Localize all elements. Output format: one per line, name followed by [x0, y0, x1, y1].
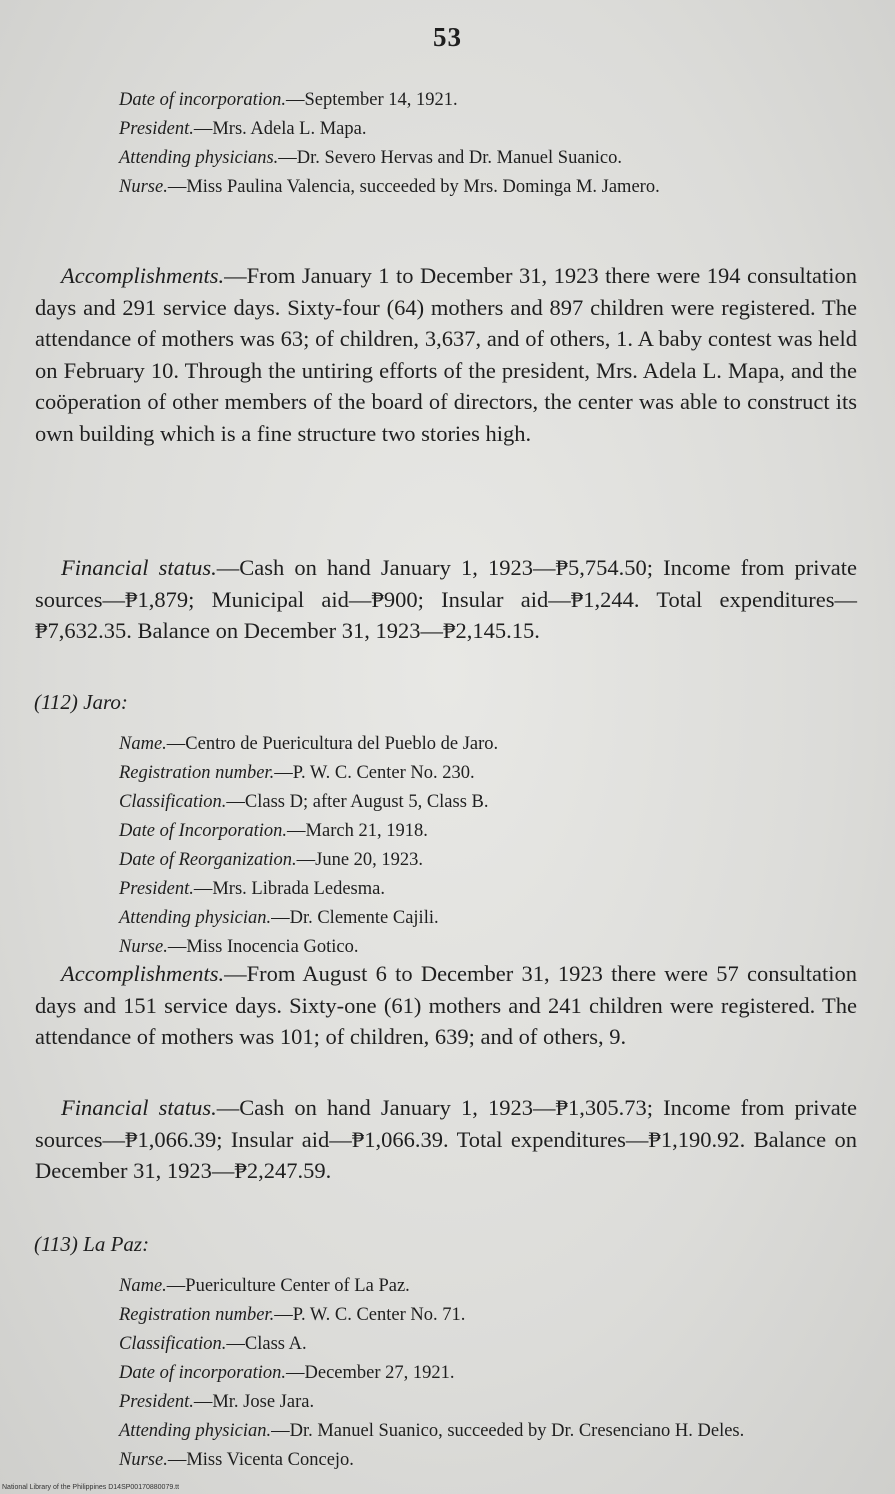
entry-value: —Mrs. Adela L. Mapa.	[193, 119, 367, 139]
entry-label: Name.	[119, 734, 167, 754]
entry-value: —Dr. Manuel Suanico, succeeded by Dr. Cresenciano H. Deles.	[271, 1421, 745, 1441]
entry-label: Registration number.	[119, 1305, 275, 1325]
entry-label: Date of Reorganization.	[119, 850, 297, 870]
entry-list-3	[119, 1272, 861, 1475]
entry-attending-physicians	[119, 144, 861, 173]
paragraph-label: Accomplishments.	[61, 961, 225, 986]
paragraph-label: Financial status.	[61, 555, 217, 580]
entry-value: —P. W. C. Center No. 71.	[274, 1305, 466, 1325]
accomplishments-paragraph-2	[35, 958, 857, 1053]
entry-date-of-reorganization	[119, 846, 861, 875]
entry-president	[119, 1388, 861, 1417]
entry-value: —Miss Vicenta Concejo.	[167, 1450, 354, 1470]
paragraph-text: —Cash on hand January 1, 1923—₱1,305.73; Income from private sources—₱1,066.39; Insular aid—₱1,066.39. Total expenditures—₱1,190.92. Balance on December 31, 1923—₱2,247.59.	[35, 1095, 857, 1184]
entry-classification	[119, 788, 861, 817]
entry-label: President.	[119, 879, 194, 899]
entry-list-2	[119, 730, 861, 962]
entry-president	[119, 115, 861, 144]
entry-value: —September 14, 1921.	[286, 90, 458, 110]
entry-date-of-incorporation	[119, 817, 861, 846]
entry-value: —Dr. Clemente Cajili.	[271, 908, 439, 928]
entry-label: Name.	[119, 1276, 167, 1296]
entry-value: —Miss Inocencia Gotico.	[167, 937, 359, 957]
entry-value: —Mr. Jose Jara.	[193, 1392, 315, 1412]
paragraph-text: —From August 6 to December 31, 1923 there were 57 consultation days and 151 service days. Sixty-one (61) mothers and 241 children were registered. The attendance of mothers was 101; of children, 639; and of others, 9.	[35, 961, 857, 1050]
entry-label: Nurse.	[119, 937, 168, 957]
entry-value: —March 21, 1918.	[287, 821, 428, 841]
entry-classification	[119, 1330, 861, 1359]
entry-president	[119, 875, 861, 904]
paragraph-text: —Cash on hand January 1, 1923—₱5,754.50; Income from private sources—₱1,879; Municipal aid—₱900; Insular aid—₱1,244. Total expenditures—₱7,632.35. Balance on December 31, 1923—₱2,145.15.	[35, 555, 857, 644]
entry-label: Date of incorporation.	[119, 1363, 287, 1383]
paragraph-label: Financial status.	[61, 1095, 217, 1120]
entry-attending-physician	[119, 904, 861, 933]
entry-value: —Miss Paulina Valencia, succeeded by Mrs. Dominga M. Jamero.	[167, 177, 660, 197]
accomplishments-paragraph-1	[35, 260, 857, 450]
section-heading-la-paz: (113) La Paz:	[34, 1232, 150, 1256]
entry-date-of-incorporation	[119, 1359, 861, 1388]
entry-label: President.	[119, 1392, 194, 1412]
entry-label: Attending physicians.	[119, 148, 279, 168]
entry-date-of-incorporation	[119, 86, 861, 115]
entry-value: —June 20, 1923.	[296, 850, 424, 870]
entry-attending-physician	[119, 1417, 861, 1446]
entry-label: Attending physician.	[119, 1421, 272, 1441]
entry-label: President.	[119, 119, 194, 139]
entry-nurse	[119, 1446, 861, 1475]
entry-value: —Class D; after August 5, Class B.	[226, 792, 489, 812]
entry-value: —Dr. Severo Hervas and Dr. Manuel Suanico.	[278, 148, 623, 168]
entry-label: Registration number.	[119, 763, 275, 783]
financial-status-paragraph-2	[35, 1092, 857, 1187]
entry-nurse	[119, 173, 861, 202]
entry-value: —December 27, 1921.	[286, 1363, 455, 1383]
library-stamp: National Library of the Philippines D14SP00170880079.tt	[2, 1484, 180, 1491]
entry-label: Classification.	[119, 1334, 227, 1354]
entry-value: —P. W. C. Center No. 230.	[274, 763, 475, 783]
entry-label: Classification.	[119, 792, 227, 812]
entry-label: Nurse.	[119, 1450, 168, 1470]
financial-status-paragraph-1	[35, 552, 857, 647]
entry-registration-number	[119, 1301, 861, 1330]
entry-label: Date of Incorporation.	[119, 821, 288, 841]
entry-name	[119, 730, 861, 759]
page-number: 53	[433, 22, 462, 52]
entry-value: —Puericulture Center of La Paz.	[166, 1276, 410, 1296]
entry-label: Nurse.	[119, 177, 168, 197]
section-heading-jaro: (112) Jaro:	[34, 690, 128, 714]
paragraph-label: Accomplishments.	[61, 263, 225, 288]
entry-value: —Mrs. Librada Ledesma.	[193, 879, 385, 899]
entry-label: Attending physician.	[119, 908, 272, 928]
entry-name	[119, 1272, 861, 1301]
entry-registration-number	[119, 759, 861, 788]
entry-list-1	[119, 86, 861, 202]
entry-value: —Centro de Puericultura del Pueblo de Jaro.	[166, 734, 499, 754]
entry-label: Date of incorporation.	[119, 90, 287, 110]
entry-value: —Class A.	[226, 1334, 307, 1354]
paragraph-text: —From January 1 to December 31, 1923 there were 194 consultation days and 291 service days. Sixty-four (64) mothers and 897 children were registered. The attendance of mothers was 63; of children, 3,637, and of others, 1. A baby contest was held on February 10. Through the untiring efforts of the president, Mrs. Adela L. Mapa, and the coöperation of other members of the board of directors, the center was able to construct its own building which is a fine structure two stories high.	[35, 263, 857, 446]
